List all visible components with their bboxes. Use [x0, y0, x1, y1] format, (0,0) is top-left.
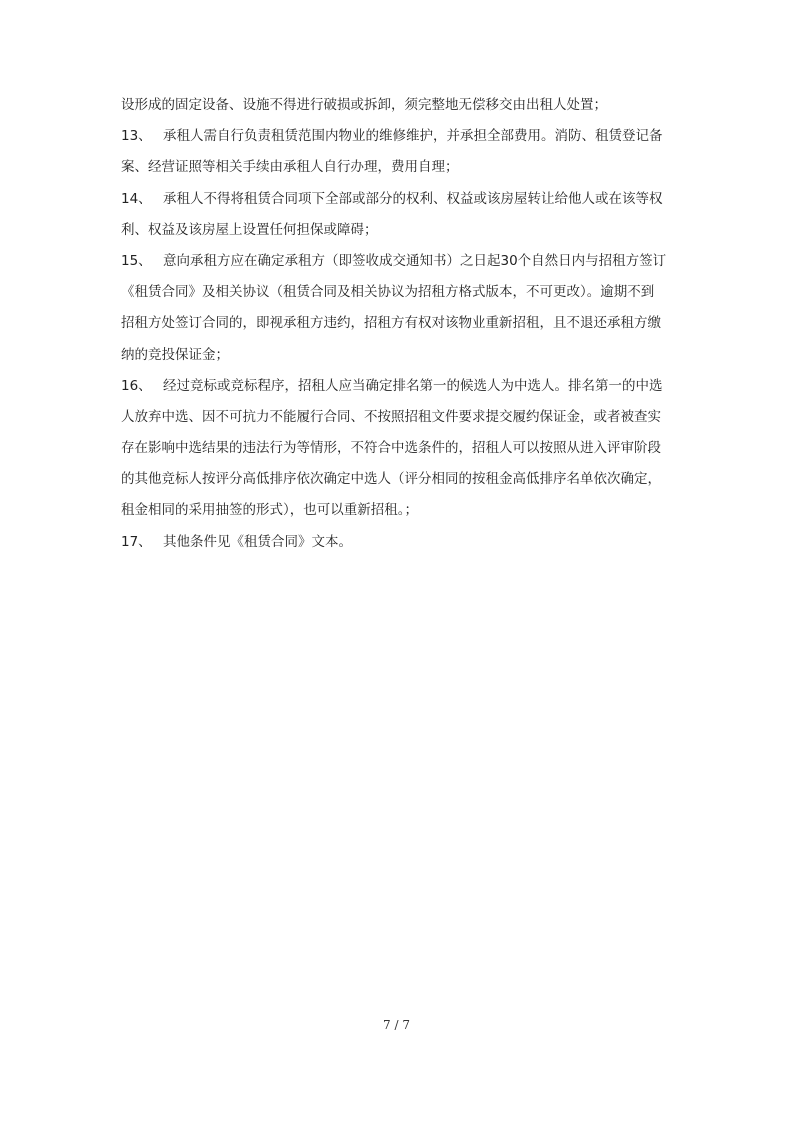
item-text: 的其他竞标人按评分高低排序依次确定中选人（评分相同的按租金高低排序名单依次确定，: [121, 471, 661, 488]
list-item-15-continued: [121, 340, 693, 371]
list-item-16: [121, 371, 693, 402]
item-text: 租金相同的采用抽签的形式），也可以重新招租。；: [121, 502, 418, 519]
item-text: 意向承租方应在确定承租方（即签收成交通知书）之日起30个自然日内与招租方签订: [163, 252, 667, 269]
list-item-14: [121, 184, 693, 215]
list-item-15-continued: [121, 308, 693, 339]
page-number: 7 / 7: [383, 1018, 410, 1032]
item-text: 其他条件见《租赁合同》文本。: [163, 533, 352, 550]
item-number: 14、: [121, 190, 152, 207]
item-number: 15、: [121, 252, 152, 269]
list-item-14-continued: [121, 215, 693, 246]
list-item-16-continued: [121, 464, 693, 495]
list-item-15-continued: [121, 277, 693, 308]
document-body: [121, 90, 693, 558]
item-text: 承租人需自行负责租赁范围内物业的维修维护，并承担全部费用。消防、租赁登记备: [163, 128, 663, 145]
item-number: 16、: [121, 377, 152, 394]
list-item-13: [121, 121, 693, 152]
list-item-16-continued: [121, 402, 693, 433]
item-number: 13、: [121, 128, 152, 145]
paragraph-line: [121, 90, 693, 121]
item-text: 《租赁合同》及相关协议（租赁合同及相关协议为招租方格式版本，不可更改）。逾期不到: [121, 284, 655, 301]
item-text: 人放弃中选、因不可抗力不能履行合同、不按照招租文件要求提交履约保证金，或者被查实: [121, 408, 661, 425]
text-l1: 设形成的固定设备、设施不得进行破损或拆卸，须完整地无偿移交由出租人处置；: [121, 97, 607, 113]
item-text: 利、权益及该房屋上设置任何担保或障碍；: [121, 221, 378, 238]
item-text: 经过竞标或竞标程序，招租人应当确定排名第一的候选人为中选人。排名第一的中选: [163, 377, 663, 394]
list-item-17: [121, 527, 693, 558]
item-text: 存在影响中选结果的违法行为等情形，不符合中选条件的，招租人可以按照从进入评审阶段: [121, 440, 661, 457]
list-item-16-continued: [121, 433, 693, 464]
item-text: 案、经营证照等相关手续由承租人自行办理，费用自理；: [121, 159, 459, 176]
list-item-13-continued: [121, 152, 693, 183]
item-text: 承租人不得将租赁合同项下全部或部分的权利、权益或该房屋转让给他人或在该等权: [163, 190, 663, 207]
list-item-15: [121, 246, 693, 277]
item-number: 17、: [121, 533, 152, 550]
item-text: 招租方处签订合同的，即视承租方违约，招租方有权对该物业重新招租，且不退还承租方缴: [121, 315, 661, 332]
item-text: 纳的竞投保证金；: [121, 346, 229, 363]
list-item-16-continued: [121, 495, 693, 526]
